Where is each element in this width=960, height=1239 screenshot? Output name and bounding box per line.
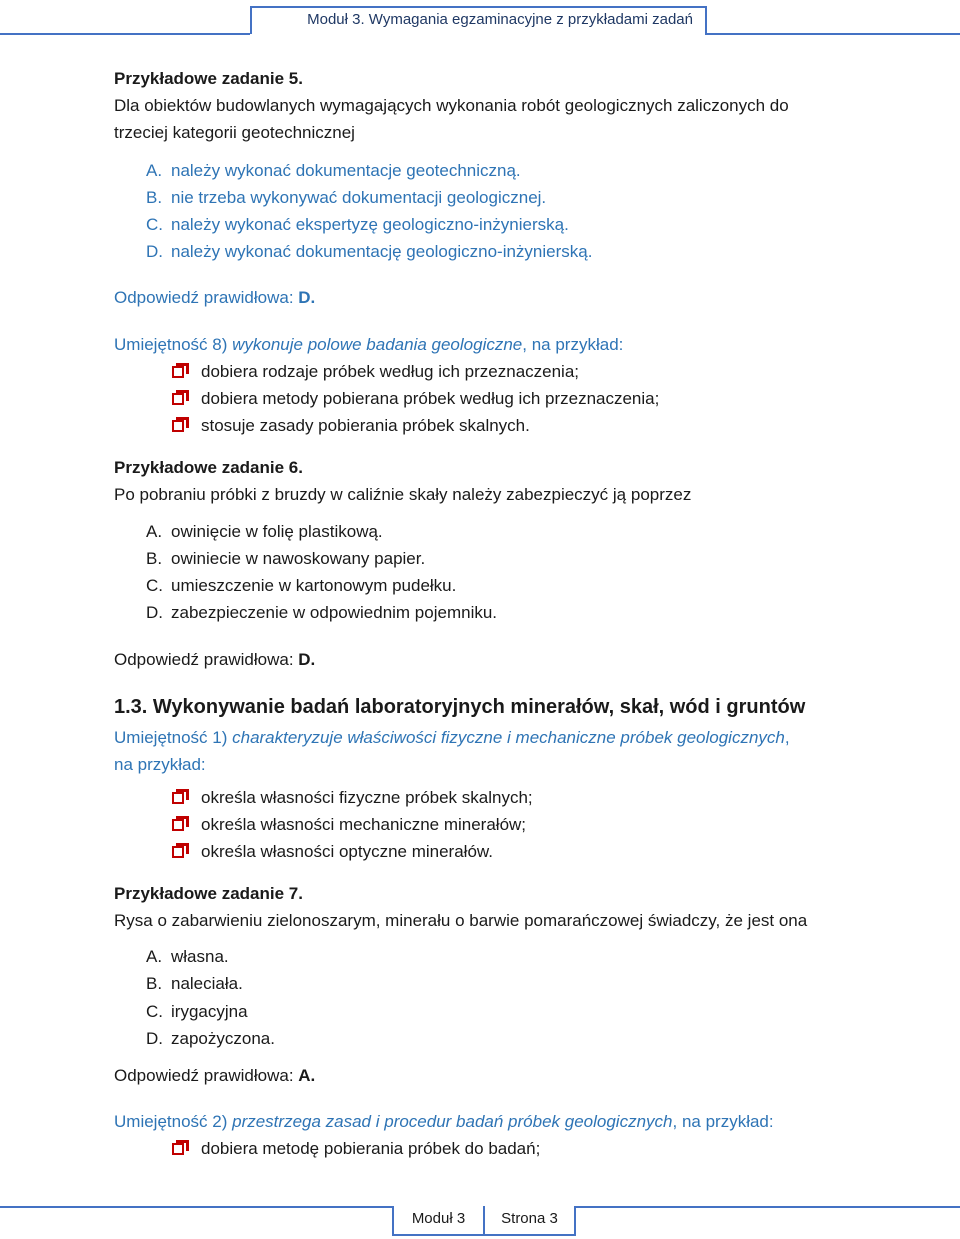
footer-module: Moduł 3 (392, 1206, 485, 1236)
footer-rule-right (574, 1206, 960, 1208)
skill8-bullet-3: stosuje zasady pobierania próbek skalnych. (172, 415, 530, 437)
task6-option-b: B. owiniecie w nawoskowany papier. (146, 549, 426, 568)
header-rule-left (0, 33, 250, 35)
checkbox-bullet-icon (172, 816, 189, 831)
skill1-heading-line1: Umiejętność 1) charakteryzuje właściwości fizyczne i mechaniczne próbek geologicznych, (114, 728, 790, 747)
task5-option-b: B. nie trzeba wykonywać dokumentacji geologicznej. (146, 188, 547, 207)
task6-option-c: C. umieszczenie w kartonowym pudełku. (146, 576, 457, 595)
task5-option-c: C. należy wykonać ekspertyzę geologiczno-inżynierską. (146, 215, 569, 234)
section-heading: 1.3. Wykonywanie badań laboratoryjnych minerałów, skał, wód i gruntów (114, 696, 806, 718)
task5-option-a: A. należy wykonać dokumentacje geotechniczną. (146, 161, 521, 180)
task6-question: Po pobraniu próbki z bruzdy w caliźnie skały należy zabezpieczyć ją poprzez (114, 485, 692, 504)
header-rule-right (705, 33, 960, 35)
task7-title: Przykładowe zadanie 7. (114, 884, 303, 903)
task5-title: Przykładowe zadanie 5. (114, 69, 303, 88)
header-box (250, 6, 707, 34)
task6-answer: Odpowiedź prawidłowa: D. (114, 650, 316, 669)
task7-option-c: C. irygacyjna (146, 1002, 248, 1021)
skill1-bullet-3: określa własności optyczne minerałów. (172, 841, 493, 863)
task5-answer: Odpowiedź prawidłowa: D. (114, 288, 316, 307)
task7-option-d: D. zapożyczona. (146, 1029, 275, 1048)
task7-option-b: B. naleciała. (146, 974, 243, 993)
footer-page-number: Strona 3 (483, 1206, 576, 1236)
checkbox-bullet-icon (172, 843, 189, 858)
checkbox-bullet-icon (172, 363, 189, 378)
header-title: Moduł 3. Wymagania egzaminacyjne z przykładami zadań (307, 11, 693, 28)
skill2-heading: Umiejętność 2) przestrzega zasad i procedur badań próbek geologicznych, na przykład: (114, 1112, 774, 1131)
task7-question: Rysa o zabarwieniu zielonoszarym, minerału o barwie pomarańczowej świadczy, że jest ona (114, 911, 808, 930)
footer-rule-left (0, 1206, 392, 1208)
task5-option-d: D. należy wykonać dokumentację geologiczno-inżynierską. (146, 242, 593, 261)
skill8-heading: Umiejętność 8) wykonuje polowe badania geologiczne, na przykład: (114, 335, 624, 354)
task6-title: Przykładowe zadanie 6. (114, 458, 303, 477)
skill1-heading-line2: na przykład: (114, 755, 206, 774)
checkbox-bullet-icon (172, 390, 189, 405)
skill8-bullet-1: dobiera rodzaje próbek według ich przeznaczenia; (172, 361, 579, 383)
checkbox-bullet-icon (172, 789, 189, 804)
skill8-bullet-2: dobiera metody pobierana próbek według ich przeznaczenia; (172, 388, 659, 410)
task7-option-a: A. własna. (146, 947, 229, 966)
task6-option-d: D. zabezpieczenie w odpowiednim pojemniku. (146, 603, 498, 622)
checkbox-bullet-icon (172, 417, 189, 432)
task5-question-line1: Dla obiektów budowlanych wymagających wykonania robót geologicznych zaliczonych do (114, 96, 789, 115)
task6-option-a: A. owinięcie w folię plastikową. (146, 522, 383, 541)
skill1-bullet-1: określa własności fizyczne próbek skalnych; (172, 787, 533, 809)
skill2-bullet-1: dobiera metodę pobierania próbek do badań; (172, 1138, 540, 1160)
task7-answer: Odpowiedź prawidłowa: A. (114, 1066, 316, 1085)
skill1-bullet-2: określa własności mechaniczne minerałów; (172, 814, 526, 836)
checkbox-bullet-icon (172, 1140, 189, 1155)
task5-question-line2: trzeciej kategorii geotechnicznej (114, 123, 355, 142)
